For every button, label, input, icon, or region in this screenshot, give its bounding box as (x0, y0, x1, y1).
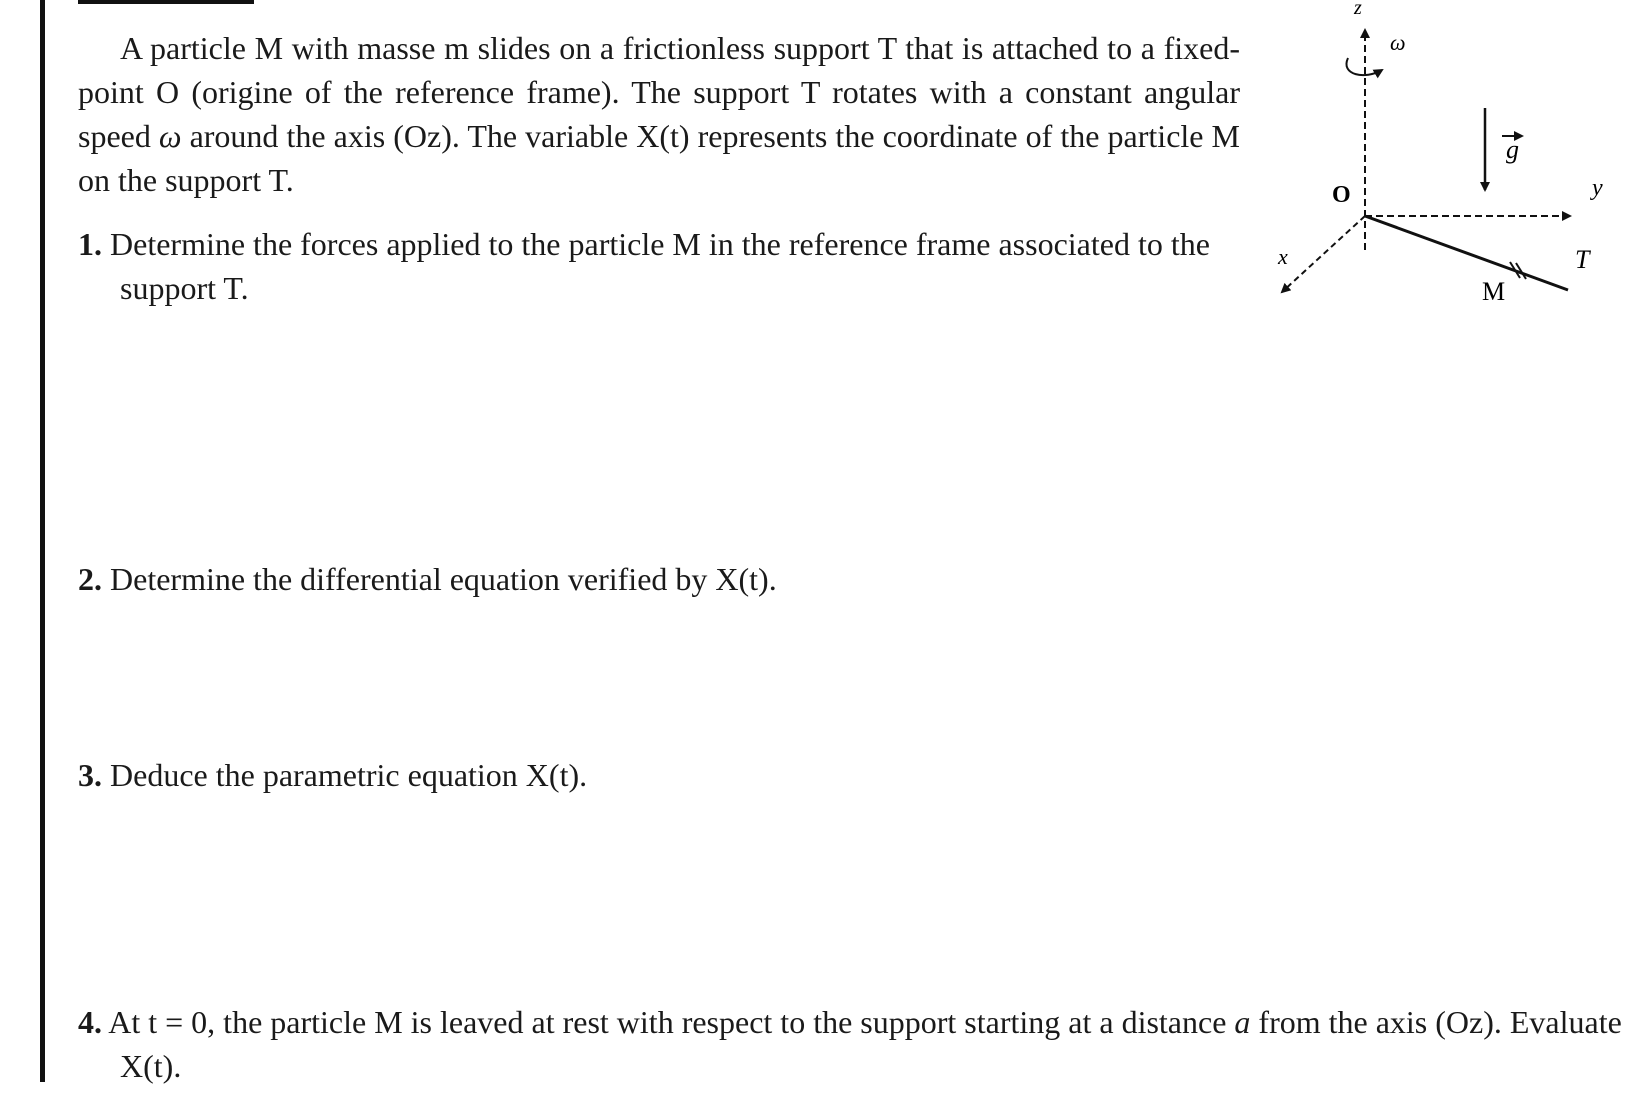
heading-underline (78, 0, 254, 4)
question-number: 4. (78, 1004, 102, 1040)
distance-variable: a (1234, 1004, 1251, 1040)
y-label: y (1592, 175, 1603, 201)
intro-text-1: A particle M with masse m slides on a frictionless support T that is attached to a fixed-point O (origine of the reference frame). The support T rotates with a constant angular speed (78, 30, 1240, 154)
question-text: Determine the forces applied to the particle M in the reference frame associated to the support T. (110, 226, 1210, 306)
origin-label: O (1332, 182, 1351, 208)
omega-label: ω (1390, 30, 1406, 55)
omega-symbol: ω (158, 118, 182, 154)
g-label: g (1506, 135, 1519, 164)
x-axis (1282, 216, 1365, 292)
intro-text-2: around the axis (Oz). The variable X(t) represents the coordinate of the particle M on the support T. (78, 118, 1241, 198)
question-4 (78, 1000, 1640, 1088)
question-number: 2. (78, 561, 102, 597)
problem-statement (78, 26, 1240, 202)
question-1 (78, 222, 1282, 310)
question-number: 3. (78, 757, 102, 793)
margin-rule (40, 0, 45, 1082)
rotating-support-diagram (1270, 0, 1610, 330)
question-3 (78, 753, 1320, 797)
question-number: 1. (78, 226, 102, 262)
support-label: T (1575, 245, 1590, 274)
question-text: Determine the differential equation verified by X(t). (110, 561, 777, 597)
question-text: Deduce the parametric equation X(t). (110, 757, 588, 793)
z-label: z (1354, 0, 1362, 19)
question-text-2: from the axis (Oz). Evaluate X(t). (120, 1004, 1622, 1084)
particle-label: M (1482, 277, 1506, 306)
question-text-1: At t = 0, the particle M is leaved at rest with respect to the support starting at a distance (108, 1004, 1235, 1040)
support-rod (1365, 216, 1568, 290)
x-label: x (1278, 244, 1288, 269)
question-2 (78, 557, 1320, 601)
